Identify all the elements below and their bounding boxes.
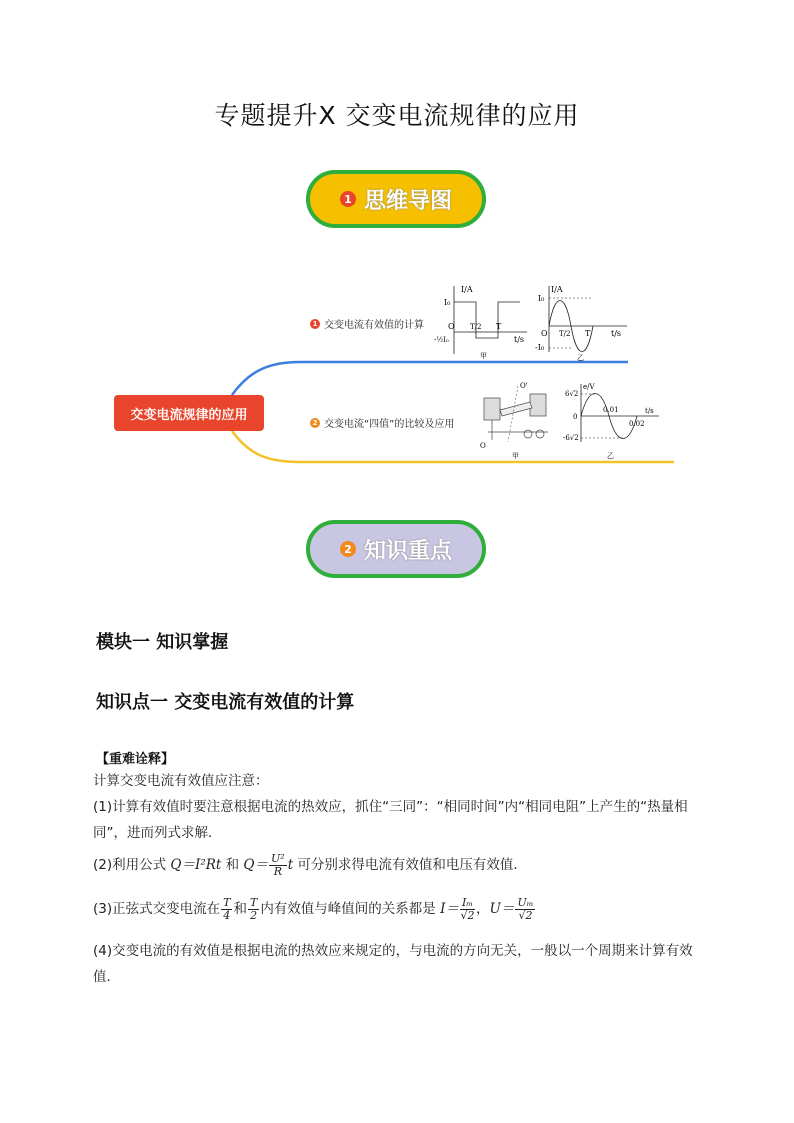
paragraph-intro: 计算交变电流有效值应注意： <box>93 773 269 789</box>
paragraph-1: (1)计算有效值时要注意根据电流的热效应，抓住“三同”：“相同时间”内“相同电阻”上产生的“热量相同”，进而列式求解． <box>93 799 688 841</box>
numerator: U² <box>271 851 285 865</box>
negative-label: -½I₀ <box>434 336 449 344</box>
denominator: 4 <box>223 908 231 922</box>
negative-label: -6√2 <box>563 434 579 442</box>
knowledge-point-heading: 知识点一 交变电流有效值的计算 <box>96 692 355 713</box>
mindmap-branch-2 <box>310 415 454 430</box>
x-axis-label: t/s <box>645 407 654 415</box>
formula-t: t <box>287 857 294 873</box>
section-badge-keypoints <box>306 520 486 578</box>
formula-u-lhs: U＝ <box>489 901 515 917</box>
section-label: 思维导图 <box>363 188 452 214</box>
mindmap-branch-1 <box>310 316 424 331</box>
number-badge: 1 <box>340 191 356 207</box>
tick-label-2: 0.02 <box>629 420 645 428</box>
period-label: T <box>496 322 502 331</box>
text: 内有效值与峰值间的关系都是 <box>260 901 441 917</box>
paragraph-2 <box>93 852 703 878</box>
period-label: T <box>585 329 591 338</box>
x-axis-label: t/s <box>514 335 525 344</box>
separator: ， <box>476 901 490 917</box>
tick-label-1: 0.01 <box>603 406 619 414</box>
fraction-t-4 <box>221 897 232 922</box>
formula-i-lhs: I＝ <box>440 901 459 917</box>
text: (3)正弦式交变电流在 <box>93 901 221 917</box>
formula-joule: Q＝I²Rt <box>170 857 222 873</box>
caption: 乙 <box>577 354 584 362</box>
origin-label: O <box>541 329 548 338</box>
caption: 甲 <box>512 452 519 460</box>
numerator: Uₘ <box>517 895 534 909</box>
fraction-um-sqrt2 <box>515 897 535 922</box>
paragraph-3 <box>93 896 703 922</box>
denominator: √2 <box>518 908 533 922</box>
zero-label: 0 <box>573 413 578 421</box>
square-wave-graph <box>432 282 532 362</box>
fraction-u2-r <box>269 853 287 878</box>
half-period-label: T/2 <box>470 323 482 331</box>
module-heading: 模块一 知识掌握 <box>96 632 229 653</box>
text: 可分别求得电流有效值和电压有效值． <box>293 857 527 873</box>
negative-label: -I₀ <box>535 343 545 352</box>
axis-label-top: O' <box>520 382 528 390</box>
section-tag: 【重难诠释】 <box>96 752 175 767</box>
page-title: 专题提升X 交变电流规律的应用 <box>214 101 580 130</box>
fraction-t-2 <box>248 897 259 922</box>
branch-label: 交变电流有效值的计算 <box>324 320 424 331</box>
denominator: R <box>273 864 282 878</box>
caption: 甲 <box>480 352 487 360</box>
half-period-label: T/2 <box>559 330 571 338</box>
y-axis-label: e/V <box>583 383 595 391</box>
branch-number: 2 <box>310 418 320 428</box>
axis-label-bottom: O <box>480 442 486 450</box>
text: (2)利用公式 <box>93 857 171 873</box>
fraction-im-sqrt2 <box>460 897 475 922</box>
peak-label: I₀ <box>444 298 451 307</box>
origin-label: O <box>448 322 455 331</box>
text: 和 <box>221 857 244 873</box>
peak-label: I₀ <box>538 294 545 303</box>
peak-label: 6√2 <box>565 390 579 398</box>
number-badge: 2 <box>340 541 356 557</box>
branch-label: 交变电流“四值”的比较及应用 <box>324 419 455 430</box>
denominator: 2 <box>250 908 258 922</box>
caption: 乙 <box>607 452 614 460</box>
sine-wave-graph <box>535 282 630 362</box>
text: 和 <box>233 901 247 917</box>
emf-sine-graph <box>563 380 663 460</box>
x-axis-label: t/s <box>611 329 622 338</box>
mindmap-central-topic: 交变电流规律的应用 <box>114 395 264 431</box>
y-axis-label: I/A <box>461 285 473 294</box>
paragraph-4: (4)交变电流的有效值是根据电流的热效应来规定的，与电流的方向无关，一般以一个周期来计算有效值． <box>93 943 693 985</box>
denominator: √2 <box>460 908 475 922</box>
numerator: T <box>249 895 258 909</box>
branch-number: 1 <box>310 319 320 329</box>
formula-heat-lhs: Q＝ <box>243 857 268 873</box>
section-label: 知识重点 <box>363 538 452 564</box>
numerator: Iₘ <box>461 895 474 909</box>
numerator: T <box>223 895 231 909</box>
y-axis-label: I/A <box>551 285 563 294</box>
generator-diagram <box>478 380 560 460</box>
